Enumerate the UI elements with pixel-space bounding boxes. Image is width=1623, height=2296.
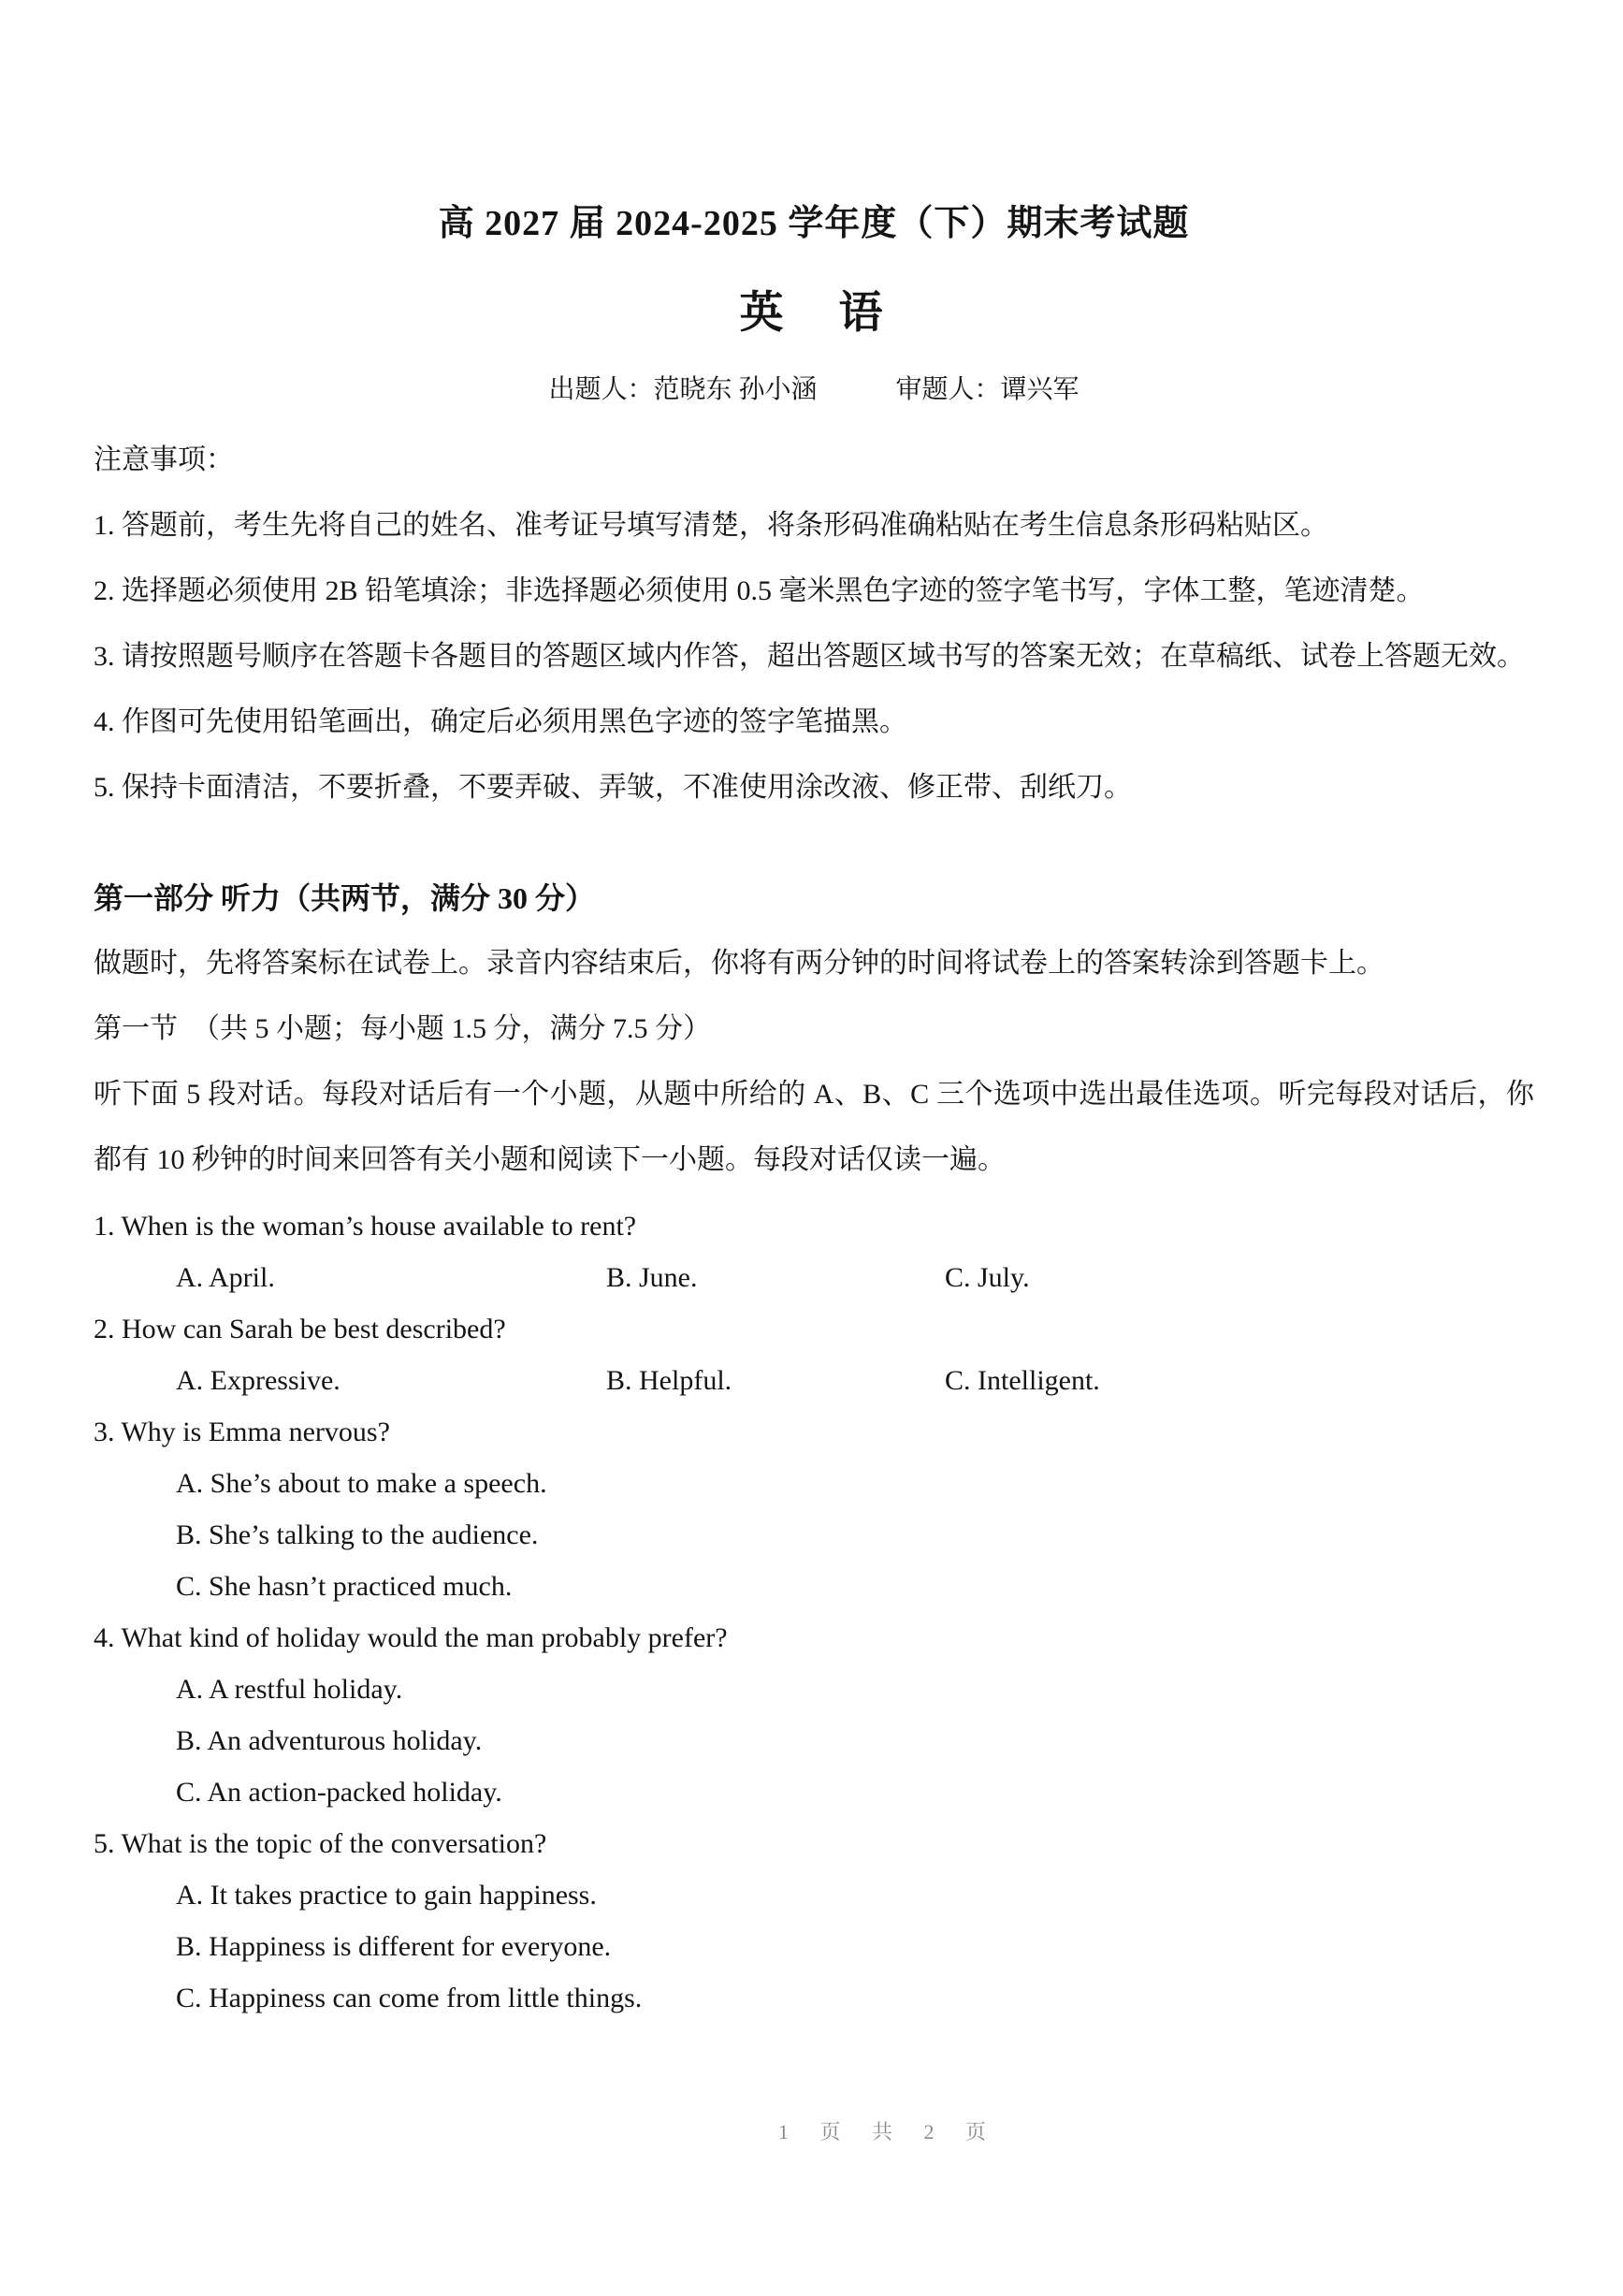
question-options xyxy=(94,1664,1534,1818)
question-prompt: 5. What is the topic of the conversation? xyxy=(94,1828,547,1859)
exam-title: 高 2027 届 2024-2025 学年度（下）期末考试题 xyxy=(438,204,1190,243)
notice-item: 1. 答题前，考生先将自己的姓名、准考证号填写清楚，将条形码准确粘贴在考生信息条形码粘贴区。 xyxy=(94,510,1328,541)
question-4 xyxy=(94,1612,1534,1818)
question-options xyxy=(94,1252,1534,1303)
option-a: A. It takes practice to gain happiness. xyxy=(176,1880,597,1911)
question-1 xyxy=(94,1200,1534,1303)
option-a: A. She’s about to make a speech. xyxy=(176,1468,547,1499)
question-5 xyxy=(94,1818,1534,2024)
notices-section xyxy=(94,428,1534,821)
subject-title: 英 语 xyxy=(739,289,889,338)
question-options xyxy=(94,1869,1534,2024)
question-options xyxy=(94,1458,1534,1612)
question-prompt: 4. What kind of holiday would the man probably prefer? xyxy=(94,1622,728,1653)
question-3 xyxy=(94,1406,1534,1612)
question-prompt: 1. When is the woman’s house available to rent? xyxy=(94,1211,637,1242)
option-c: C. She hasn’t practiced much. xyxy=(176,1571,513,1602)
notice-item: 3. 请按照题号顺序在答题卡各题目的答题区域内作答，超出答题区域书写的答案无效；在草稿纸、试卷上答题无效。 xyxy=(94,641,1525,672)
question-2 xyxy=(94,1303,1534,1406)
option-b: B. An adventurous holiday. xyxy=(176,1725,483,1756)
notice-item: 2. 选择题必须使用 2B 铅笔填涂；非选择题必须使用 0.5 毫米黑色字迹的签字笔书写，字体工整，笔迹清楚。 xyxy=(94,575,1425,606)
part1-heading: 第一部分 听力（共两节，满分 30 分） xyxy=(94,881,596,915)
option-c: C. An action-packed holiday. xyxy=(176,1777,502,1808)
question-prompt: 3. Why is Emma nervous? xyxy=(94,1417,390,1447)
option-c: C. Happiness can come from little things. xyxy=(176,1983,643,2013)
section1-heading: 第一节 （共 5 小题；每小题 1.5 分，满分 7.5 分） xyxy=(94,1013,711,1044)
authors-line: 出题人：范晓东 孙小涵 审题人：谭兴军 xyxy=(548,375,1080,404)
notice-item: 4. 作图可先使用铅笔画出，确定后必须用黑色字迹的签字笔描黑。 xyxy=(94,706,907,737)
option-b: B. Happiness is different for everyone. xyxy=(176,1931,612,1962)
page-number-footer: 1 页 共 2 页 xyxy=(777,2120,1000,2143)
option-b: B. She’s talking to the audience. xyxy=(176,1519,539,1550)
option-c: C. Intelligent. xyxy=(945,1365,1100,1396)
question-prompt: 2. How can Sarah be best described? xyxy=(94,1314,506,1344)
option-b: B. Helpful. xyxy=(606,1365,732,1396)
notices-heading: 注意事项： xyxy=(94,444,234,475)
option-a: A. A restful holiday. xyxy=(176,1674,403,1705)
part1-intro: 做题时，先将答案标在试卷上。录音内容结束后，你将有两分钟的时间将试卷上的答案转涂到答题卡上。 xyxy=(94,948,1384,979)
option-b: B. June. xyxy=(606,1262,698,1293)
question-options xyxy=(94,1355,1534,1406)
notice-item: 5. 保持卡面清洁，不要折叠，不要弄破、弄皱，不准使用涂改液、修正带、刮纸刀。 xyxy=(94,772,1132,803)
listening-questions xyxy=(94,1200,1534,2024)
option-c: C. July. xyxy=(945,1262,1030,1293)
option-a: A. Expressive. xyxy=(176,1365,341,1396)
option-a: A. April. xyxy=(176,1262,275,1293)
section1-intro: 听下面 5 段对话。每段对话后有一个小题，从题中所给的 A、B、C 三个选项中选出最佳选项。听完每段对话后，你都有 10 秒钟的时间来回答有关小题和阅读下一小题。每段对话仅读一遍。 xyxy=(94,1079,1534,1175)
